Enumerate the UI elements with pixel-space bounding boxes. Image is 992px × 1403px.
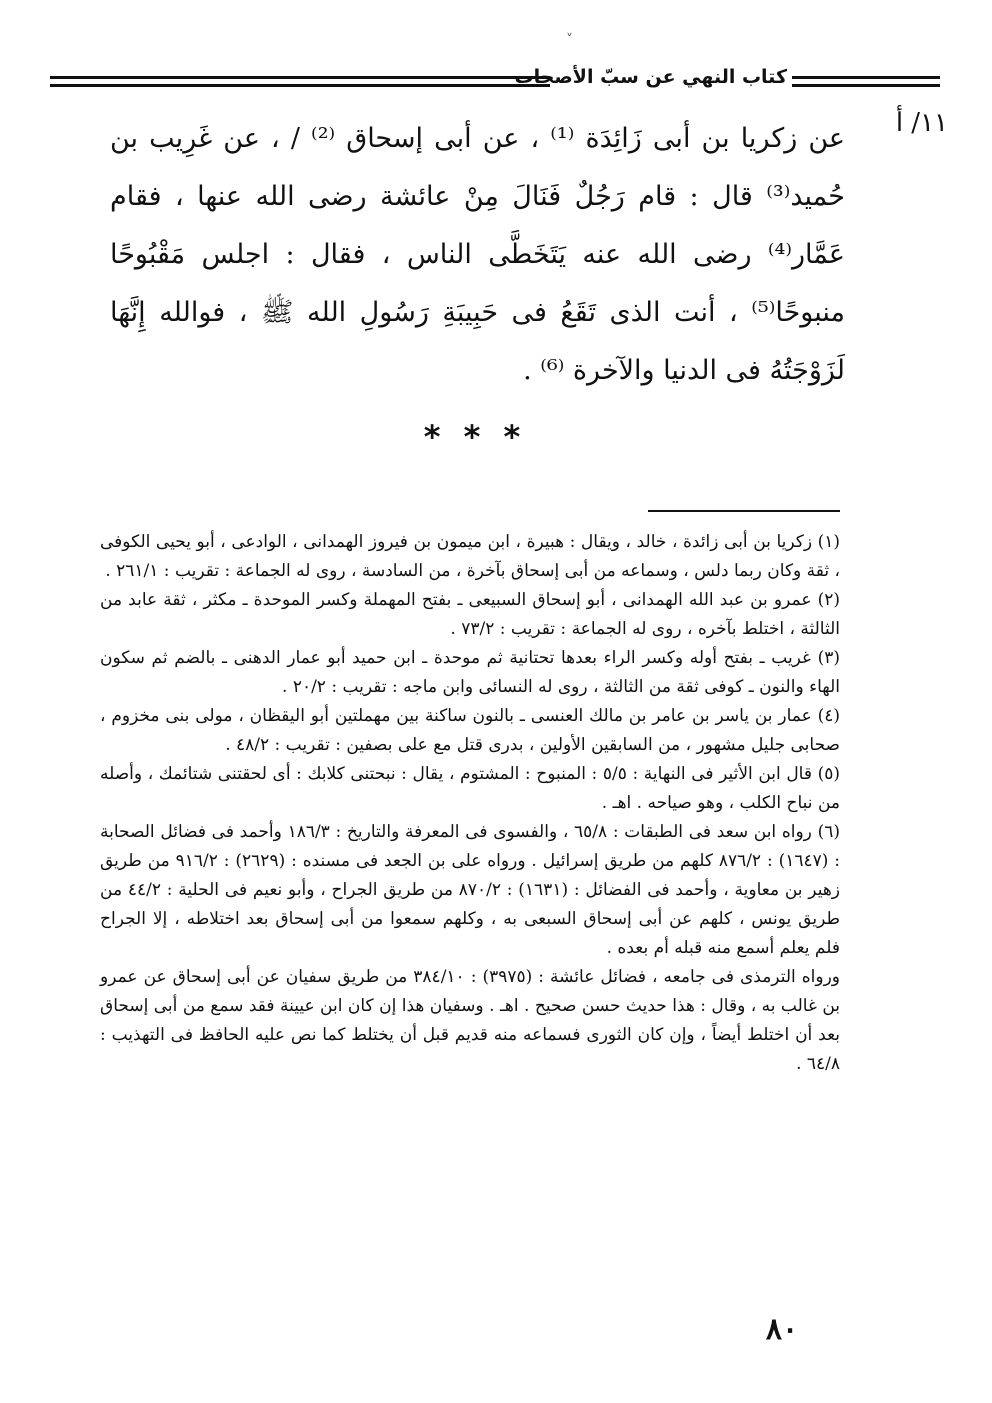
- footnote-6-continued: ورواه الترمذى فى جامعه ، فضائل عائشة : (٣٩٧٥) : ٣٨٤/١٠ من طريق سفيان عن أبى إسحاق عن عمرو بن غالب به ، وقال : هذا حديث حسن صحيح . اهـ . وسفيان هذا إن كان ابن عيينة فقد سمع من أبى إسحاق بعد أن اختلط أيضاً ، وإن كان الثورى فسماعه منه قديم قبل أن يختلط كما نص عليه الحافظ فى التهذيب : ٦٤/٨ .: [100, 967, 840, 1074]
- header-title: كتاب النهي عن سبّ الأصحاب: [514, 66, 787, 88]
- header-rule: [792, 84, 940, 87]
- header-rule: [50, 84, 550, 87]
- running-header: [50, 62, 940, 102]
- footnote-3: (٣) غريب ـ بفتح أوله وكسر الراء بعدها تحتانية ثم موحدة ـ ابن حميد أبو عمار الدهنى ـ بالضم ثم سكون الهاء والنون ـ كوفى ثقة من الثالثة ، روى له النسائى وابن ماجه : تقريب : ٢٠/٢ .: [100, 648, 840, 697]
- footnote-2: (٢) عمرو بن عبد الله الهمدانى ، أبو إسحاق السبيعى ـ بفتح المهملة وكسر الموحدة ـ مكثر ، ثقة عابد من الثالثة ، اختلط بآخره ، روى له الجماعة : تقريب : ٧٣/٢ .: [100, 590, 840, 639]
- footnote-rule: [648, 510, 840, 512]
- section-separator: * * *: [423, 418, 527, 456]
- footnote-1: (١) زكريا بن أبى زائدة ، خالد ، ويقال : هبيرة ، ابن ميمون بن فيروز الهمدانى ، الوادعى ، أبو يحيى الكوفى ، ثقة وكان ربما دلس ، وسماعه من أبى إسحاق بآخرة ، من السادسة ، روى له الجماعة : تقريب : ٢٦١/١ .: [100, 532, 841, 581]
- main-text: [110, 110, 845, 400]
- main-paragraph: عن زكريا بن أبى زَائِدَة ⁽¹⁾ ، عن أبى إسحاق ⁽²⁾ / ، عن غَرِيب بن حُميد⁽³⁾ قال : قام رَجُلٌ فَنَالَ مِنْ عائشة رضى الله عنها ، فقام عَمَّار⁽⁴⁾ رضى الله عنه يَتَخَطَّى الناس ، فقال : اجلس مَقْبُوحًا منبوحًا⁽⁵⁾ ، أنت الذى تَقَعُ فى حَبِيبَةِ رَسُولِ الله ﷺ ، فوالله إِنَّهَا لَزَوْجَتُهُ فى الدنيا والآخرة ⁽⁶⁾ .: [110, 123, 845, 386]
- page-number: ٨٠: [765, 1312, 799, 1347]
- footnote-5: (٥) قال ابن الأثير فى النهاية : ٥/٥ : المنبوح : المشتوم ، يقال : نبحتنى كلابك : أى لحقتنى شتائمك ، وأصله من نباح الكلب ، وهو صياحه . اهـ .: [100, 764, 840, 813]
- footnote-4: (٤) عمار بن ياسر بن عامر بن مالك العنسى ـ بالنون ساكنة بين مهملتين أبو اليقظان ، مولى بنى مخزوم ، صحابى جليل مشهور ، من السابقين الأولين ، بدرى قتل مع على بصفين : تقريب : ٤٨/٢ .: [100, 706, 840, 755]
- marginal-reference: ١١/ أ: [895, 108, 948, 138]
- footnotes: [100, 528, 840, 1079]
- footnote-6: (٦) رواه ابن سعد فى الطبقات : ٦٥/٨ ، والفسوى فى المعرفة والتاريخ : ١٨٦/٣ وأحمد فى فضائل الصحابة : (١٦٤٧) : ٨٧٦/٢ كلهم من طريق إسرائيل . ورواه على بن الجعد فى مسنده : (٢٦٢٩) : ٩١٦/٢ من طريق زهير بن معاوية ، وأحمد فى الفضائل : (١٦٣١) : ٨٧٠/٢ من طريق الجراح ، وأبو نعيم فى الحلية : ٤٤/٢ من طريق يونس ، كلهم عن أبى إسحاق السبعى به ، وكلهم سمعوا من أبى إسحاق بعد اختلاطه ، إلا الجراح فلم يعلم أسمع منه قبله أم بعده .: [100, 822, 840, 958]
- header-rule: [792, 76, 940, 79]
- header-rule: [50, 76, 550, 79]
- top-mark: ˅: [566, 32, 573, 48]
